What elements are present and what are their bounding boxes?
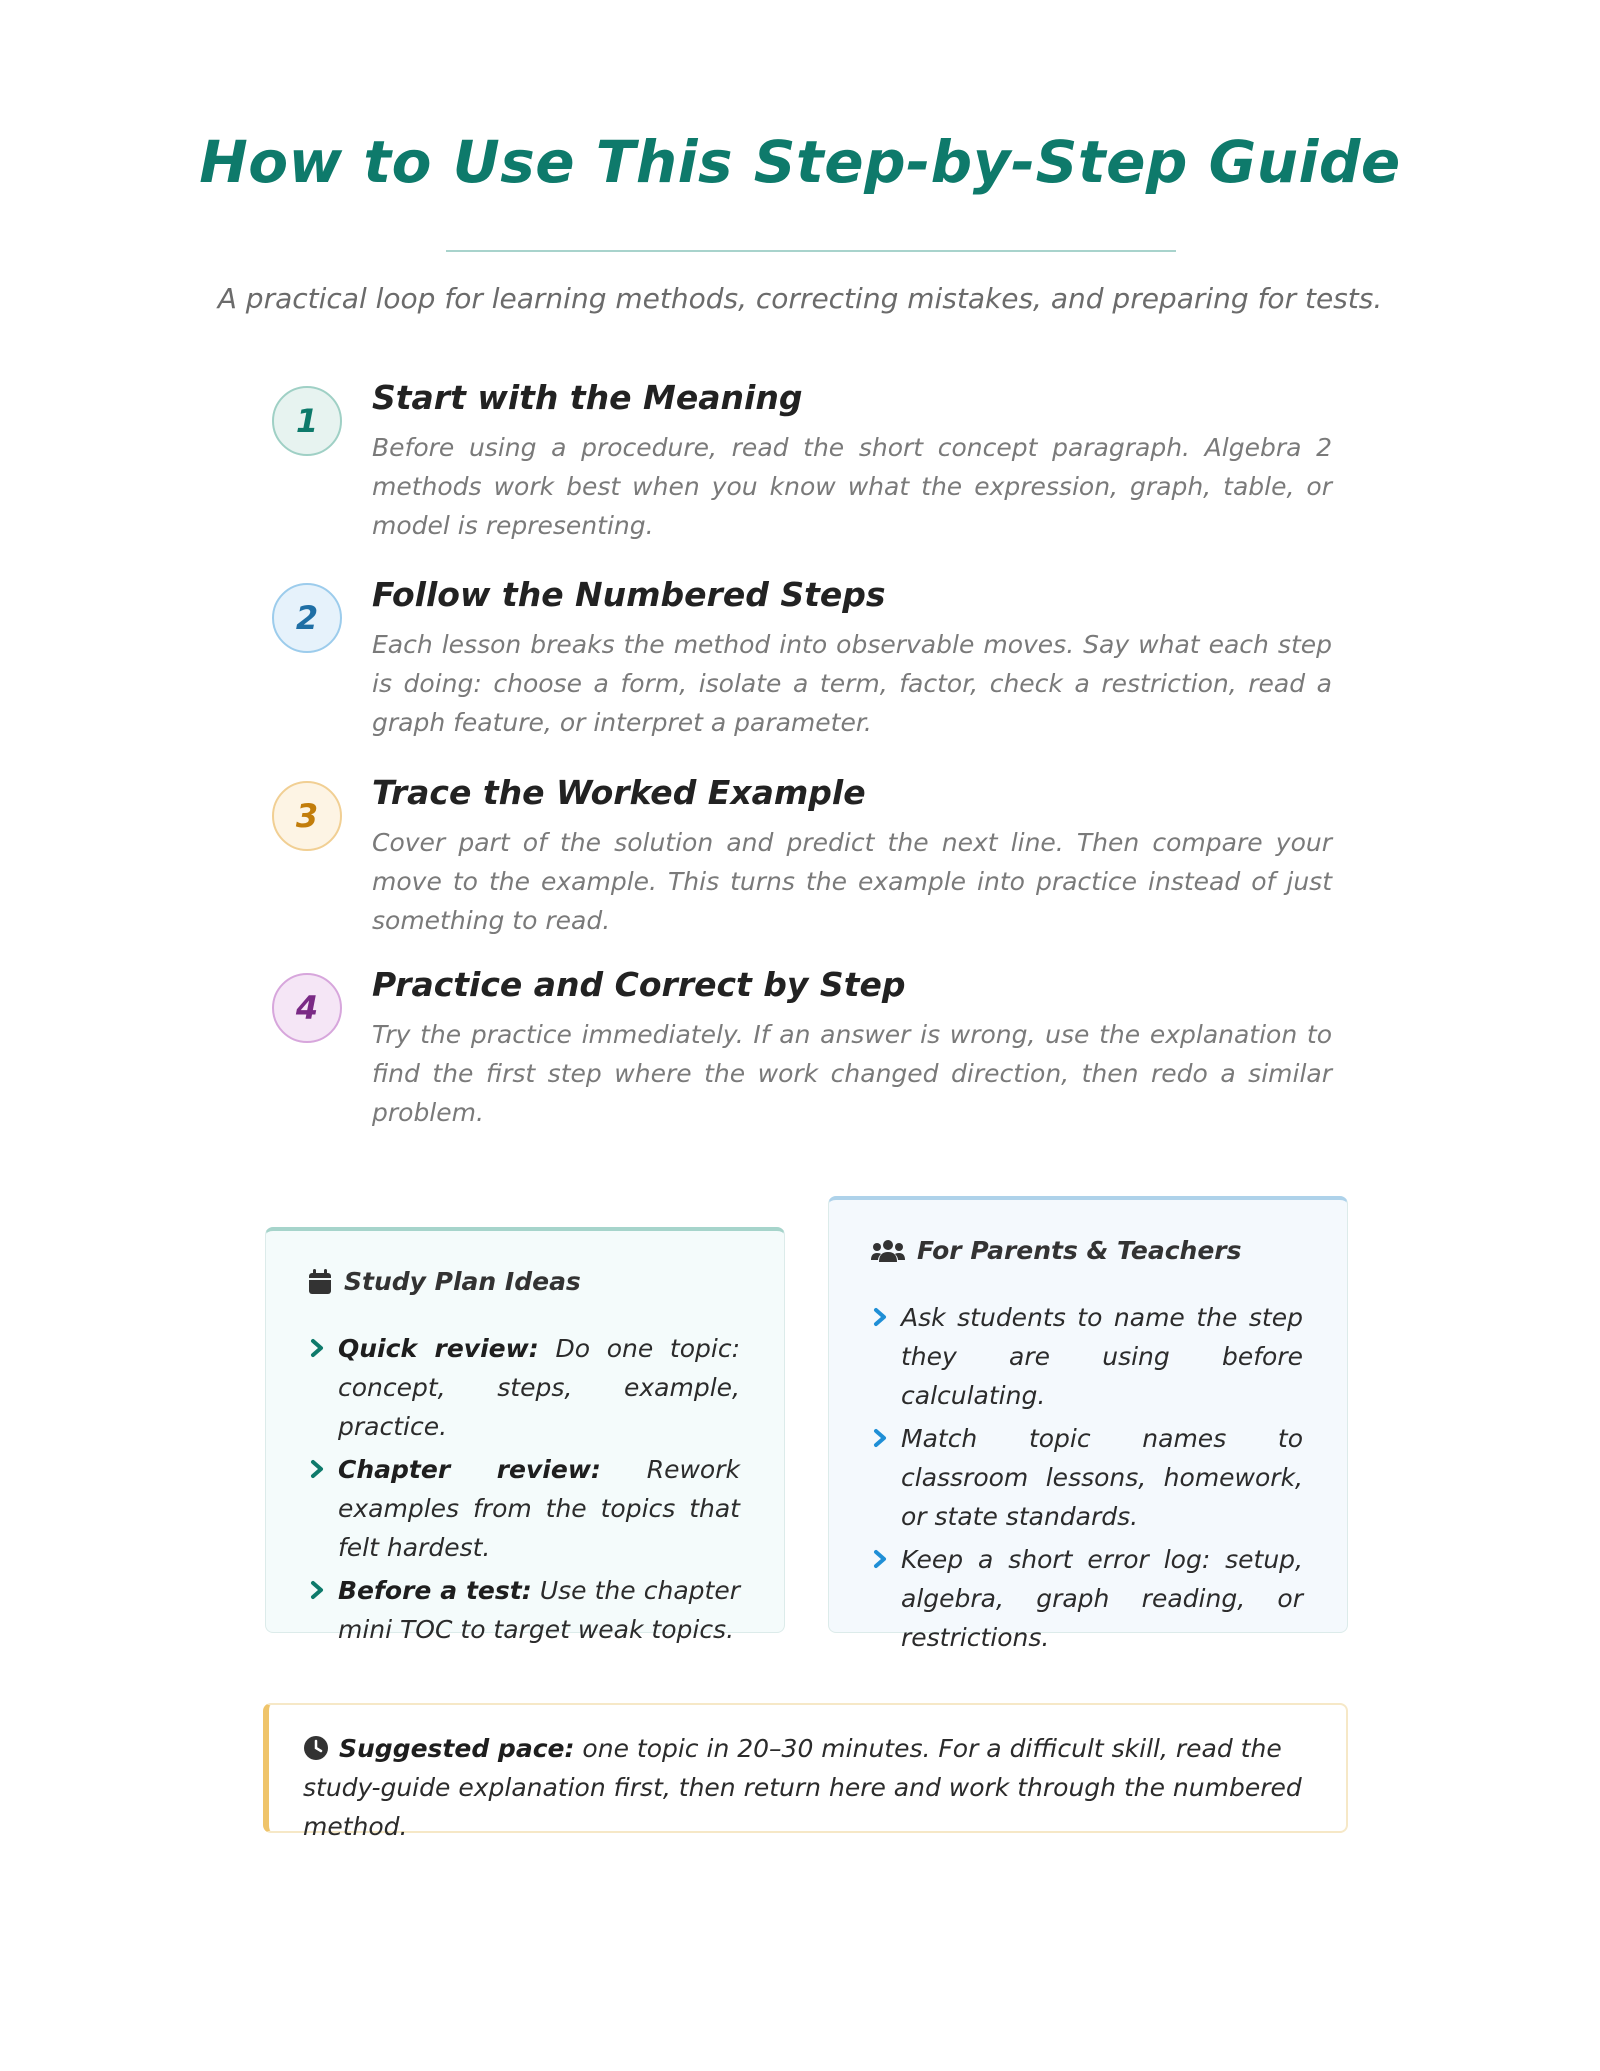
pace-label: Suggested pace: xyxy=(339,1734,575,1763)
step-description: Cover part of the solution and predict the next line. Then compare your move to the example. This turns the example into practice instead of just something to read. xyxy=(372,828,1332,935)
step-title: Practice and Correct by Step xyxy=(372,965,906,1004)
study-plan-card xyxy=(265,1227,785,1644)
list-item-text: Ask students to name the step they are using before calculating. xyxy=(901,1303,1303,1410)
list-item-text: Rework examples from the topics that felt hardest. xyxy=(338,1455,740,1562)
list-item xyxy=(308,1571,740,1649)
step-number-badge: 4 xyxy=(272,973,342,1043)
study-plan-title: Study Plan Ideas xyxy=(344,1267,581,1296)
step-number-badge: 2 xyxy=(272,583,342,653)
step-number-badge: 1 xyxy=(272,386,342,456)
list-item-label: Quick review: xyxy=(338,1334,539,1363)
study-plan-list xyxy=(308,1329,740,1653)
pace-text xyxy=(303,1729,1313,1846)
step-description: Try the practice immediately. If an answer is wrong, use the explanation to find the first step where the work changed direction, then redo a similar problem. xyxy=(372,1020,1332,1127)
calendar-icon xyxy=(308,1269,332,1295)
title-divider xyxy=(446,250,1176,252)
list-item xyxy=(308,1329,740,1446)
step-description: Each lesson breaks the method into observable moves. Say what each step is doing: choose a form, isolate a term, factor, check a restriction, read a graph feature, or interpret a parameter. xyxy=(372,630,1332,737)
suggested-pace-callout xyxy=(263,1703,1348,1841)
step-title: Trace the Worked Example xyxy=(372,773,866,812)
page-title: How to Use This Step-by-Step Guide xyxy=(199,128,1401,196)
list-item-label: Chapter review: xyxy=(338,1455,601,1484)
list-item xyxy=(871,1419,1303,1536)
chevron-right-icon xyxy=(871,1307,889,1327)
parents-title: For Parents & Teachers xyxy=(917,1236,1242,1265)
chevron-right-icon xyxy=(871,1549,889,1569)
step-title: Follow the Numbered Steps xyxy=(372,575,886,614)
step-number-badge: 3 xyxy=(272,781,342,851)
step-title: Start with the Meaning xyxy=(372,378,803,417)
list-item-text: Use the chapter mini TOC to target weak topics. xyxy=(338,1576,741,1644)
page-subtitle: A practical loop for learning methods, correcting mistakes, and preparing for tests. xyxy=(217,282,1383,315)
chevron-right-icon xyxy=(871,1428,889,1448)
chevron-right-icon xyxy=(308,1459,326,1479)
users-icon xyxy=(871,1239,905,1263)
step-description: Before using a procedure, read the short concept paragraph. Algebra 2 methods work best when you know what the expression, graph, table, or model is representing. xyxy=(372,433,1332,540)
list-item-label: Before a test: xyxy=(338,1576,532,1605)
list-item xyxy=(871,1298,1303,1415)
clock-icon xyxy=(303,1735,329,1761)
list-item-text: Match topic names to classroom lessons, homework, or state standards. xyxy=(901,1424,1303,1531)
list-item xyxy=(871,1540,1303,1657)
chevron-right-icon xyxy=(308,1338,326,1358)
list-item-text: Keep a short error log: setup, algebra, graph reading, or restrictions. xyxy=(901,1545,1303,1652)
parents-list xyxy=(871,1298,1303,1661)
parents-teachers-card xyxy=(828,1196,1348,1652)
study-plan-heading xyxy=(308,1267,581,1296)
chevron-right-icon xyxy=(308,1580,326,1600)
list-item-text: Do one topic: concept, steps, example, practice. xyxy=(338,1334,740,1441)
parents-heading xyxy=(871,1236,1242,1265)
list-item xyxy=(308,1450,740,1567)
pace-description: one topic in 20–30 minutes. For a difficult skill, read the study-guide explanation first, then return here and work through the numbered method. xyxy=(303,1734,1302,1841)
